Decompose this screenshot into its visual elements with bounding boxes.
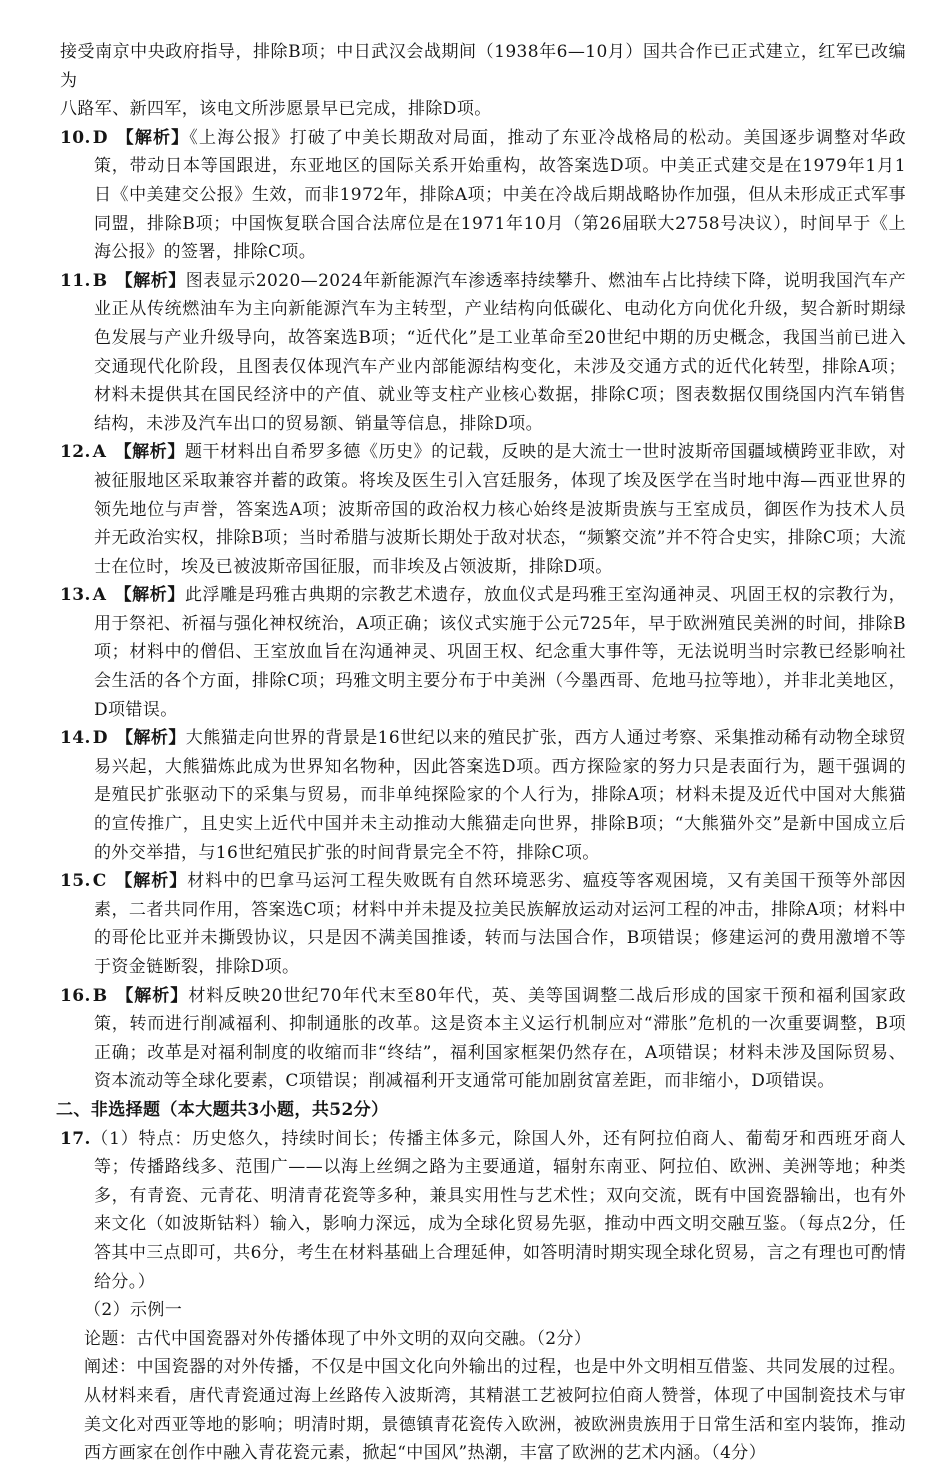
- answer-17-part-1-text: （1）特点：历史悠久，持续时间长；传播主体多元，除国人外，还有阿拉伯商人、葡萄牙和西班牙商人等；传播路线多、范围广——以海上丝绸之路为主要通道，辐射东南亚、阿拉伯、欧洲、美洲等地；种类多，有青瓷、元青花、明清青花瓷等多种，兼具实用性与艺术性；双向交流，既有中国瓷器输出，也有外来文化（如波斯钴料）输入，影响力深远，成为全球化贸易先驱，推动中西文明交融互鉴。（每点2分，任答其中三点即可，共6分，考生在材料基础上合理延伸，如答明清时期实现全球化贸易，言之有理也可酌情给分。）: [90, 1128, 906, 1292]
- answer-17-part-2-label: （2）示例一: [84, 1300, 183, 1321]
- answer-16: [60, 982, 906, 1096]
- question-number: 15.: [60, 871, 91, 892]
- answer-letter: A: [92, 585, 107, 606]
- question-number: 16.: [60, 985, 91, 1006]
- answer-13: [60, 581, 906, 724]
- section-heading: 二、非选择题（本大题共3小题，共52分）: [56, 1099, 389, 1120]
- continued-answer-9: [60, 38, 906, 124]
- answer-11: [60, 267, 906, 439]
- analysis-text: 材料中的巴拿马运河工程失败既有自然环境恶劣、瘟疫等客观困境，又有美国干预等外部因素，二者共同作用，答案选C项；材料中并未提及拉美民族解放运动对运河工程的冲击，排除A项；材料中的哥伦比亚并未撕毁协议，只是因不满美国推诿，转而与法国合作，B项错误；修建运河的费用激增不等于资金链断裂，排除D项。: [94, 871, 907, 977]
- analysis-text: 材料反映20世纪70年代末至80年代，英、美等国调整二战后形成的国家干预和福利国家政策，转而进行削减福利、抑制通胀的改革。这是资本主义运行机制应对“滞胀”危机的一次重要调整，B项正确；改革是对福利制度的收缩而非“终结”，福利国家框架仍然存在，A项错误；材料未涉及国际贸易、资本流动等全球化要素，C项错误；削减福利开支通常可能加剧贫富差距，而非缩小，D项错误。: [94, 985, 906, 1092]
- analysis-tag: 【解析】: [115, 728, 186, 749]
- analysis-tag: 【解析】: [115, 127, 190, 148]
- question-number: 11.: [60, 270, 91, 291]
- continued-line-1: 接受南京中央政府指导，排除B项；中日武汉会战期间（1938年6—10月）国共合作已正式建立，红军已改编为: [60, 42, 906, 91]
- answer-letter: C: [92, 871, 107, 892]
- analysis-text: 图表显示2020—2024年新能源汽车渗透率持续攀升、燃油车占比持续下降，说明我国汽车产业正从传统燃油车为主向新能源汽车为主转型，产业结构向低碳化、电动化方向优化升级，契合新时期绿色发展与产业升级导向，故答案选B项；“近代化”是工业革命至20世纪中期的历史概念，我国当前已进入交通现代化阶段，且图表仅体现汽车产业内部能源结构变化，未涉及交通方式的近代化转型，排除A项；材料未提供其在国民经济中的产值、就业等支柱产业核心数据，排除C项；图表数据仅围绕国内汽车销售结构，未涉及汽车出口的贸易额、销量等信息，排除D项。: [94, 270, 906, 434]
- analysis-text: 大熊猫走向世界的背景是16世纪以来的殖民扩张，西方人通过考察、采集推动稀有动物全球贸易兴起，大熊猫炼此成为世界知名物种，因此答案选D项。西方探险家的努力只是表面行为，题干强调的是殖民扩张驱动下的采集与贸易，而非单纯探险家的个人行为，排除A项；材料未提及近代中国对大熊猫的宣传推广，且史实上近代中国并未主动推动大熊猫走向世界，排除B项；“大熊猫外交”是新中国成立后的外交举措，与16世纪殖民扩张的时间背景完全不符，排除C项。: [94, 728, 906, 863]
- answer-letter: B: [92, 270, 108, 291]
- analysis-tag: 【解析】: [114, 585, 185, 606]
- analysis-tag: 【解析】: [114, 871, 188, 892]
- question-number: 12.: [60, 442, 91, 463]
- answer-letter: D: [92, 728, 108, 749]
- question-number: 13.: [60, 585, 91, 606]
- analysis-text: 此浮雕是玛雅古典期的宗教艺术遗存，放血仪式是玛雅王室沟通神灵、巩固王权的宗教行为，用于祭祀、祈福与强化神权统治，A项正确；该仪式实施于公元725年，早于欧洲殖民美洲的时间，排除B项；材料中的僧侣、王室放血旨在沟通神灵、巩固王权、纪念重大事件等，无法说明当时宗教已经影响社会生活的各个方面，排除C项；玛雅文明主要分布于中美洲（今墨西哥、危地马拉等地），并非北美地区，D项错误。: [94, 585, 906, 720]
- analysis-tag: 【解析】: [114, 442, 185, 463]
- answer-letter: D: [92, 127, 108, 148]
- continued-line-2: 八路军、新四军，该电文所涉愿景早已完成，排除D项。: [60, 99, 492, 120]
- question-number: 14.: [60, 728, 91, 749]
- analysis-tag: 【解析】: [115, 985, 189, 1006]
- answer-10: [60, 124, 906, 267]
- question-number: 10.: [60, 127, 91, 148]
- analysis-tag: 【解析】: [115, 270, 186, 291]
- answer-14: [60, 724, 906, 867]
- answer-letter: B: [92, 985, 108, 1006]
- answer-17-argument: 阐述：中国瓷器的对外传播，不仅是中国文化向外输出的过程，也是中外文明相互借鉴、共同发展的过程。从材料来看，唐代青瓷通过海上丝路传入波斯湾，其精湛工艺被阿拉伯商人赞誉，体现了中国制瓷技术与审美文化对西亚等地的影响；明清时期，景德镇青花瓷传入欧洲，被欧洲贵族用于日常生活和室内装饰，推动西方画家在创作中融入青花瓷元素，掀起“中国风”热潮，丰富了欧洲的艺术内涵。（4分）: [84, 1357, 906, 1464]
- answer-12: [60, 438, 906, 581]
- question-number: 17.: [60, 1128, 91, 1149]
- answer-letter: A: [92, 442, 107, 463]
- answer-17-part-1: [60, 1125, 906, 1297]
- analysis-text: 《上海公报》打破了中美长期敌对局面，推动了东亚冷战格局的松动。美国逐步调整对华政策，带动日本等国跟进，东亚地区的国际关系开始重构，故答案选D项。中美正式建交是在1979年1月1日《中美建交公报》生效，而非1972年，排除A项；中美在冷战后期战略协作加强，但从未形成正式军事同盟，排除B项；中国恢复联合国合法席位是在1971年10月（第26届联大2758号决议），时间早于《上海公报》的签署，排除C项。: [94, 127, 907, 263]
- question-list: [60, 124, 906, 1096]
- answer-17-thesis: 论题：古代中国瓷器对外传播体现了中外文明的双向交融。（2分）: [84, 1328, 592, 1349]
- answer-15: [60, 867, 906, 981]
- analysis-text: 题干材料出自希罗多德《历史》的记载，反映的是大流士一世时波斯帝国疆域横跨亚非欧，对被征服地区采取兼容并蓄的政策。将埃及医生引入宫廷服务，体现了埃及医学在当时地中海—西亚世界的领先地位与声誉，答案选A项；波斯帝国的政治权力核心始终是波斯贵族与王室成员，御医作为技术人员并无政治实权，排除B项；当时希腊与波斯长期处于敌对状态，“频繁交流”并不符合史实，排除C项；大流士在位时，埃及已被波斯帝国征服，而非埃及占领波斯，排除D项。: [94, 442, 906, 577]
